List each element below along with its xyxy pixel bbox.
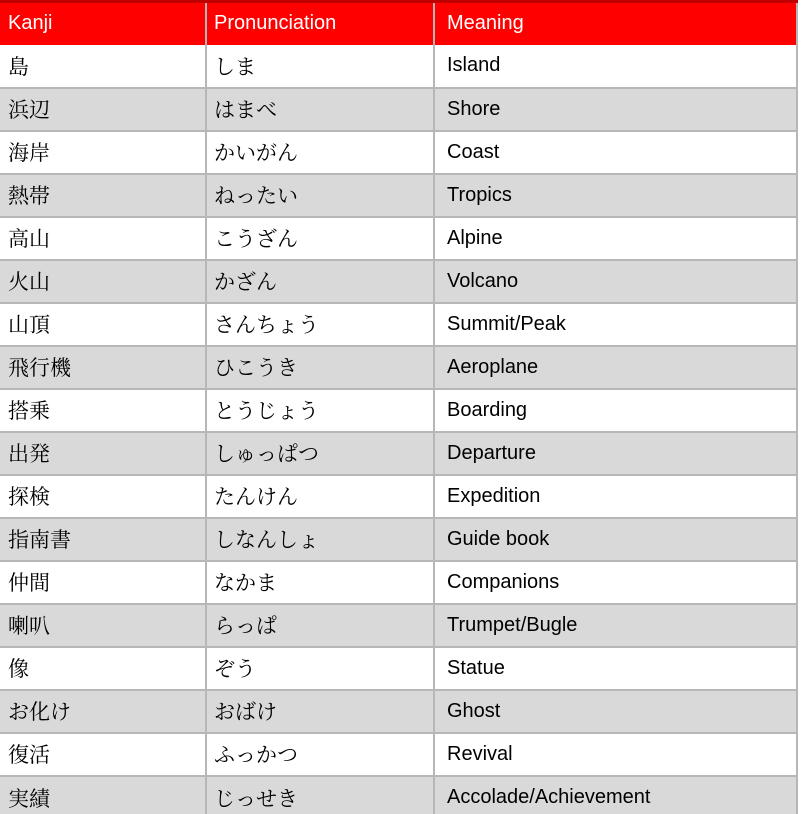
table-row xyxy=(0,217,797,260)
table-body xyxy=(0,45,797,814)
table-row xyxy=(0,561,797,604)
table-row xyxy=(0,776,797,814)
pronunciation-cell[interactable]: しなんしょ xyxy=(206,518,434,561)
meaning-cell[interactable]: Aeroplane xyxy=(434,346,797,389)
meaning-cell[interactable]: Summit/Peak xyxy=(434,303,797,346)
kanji-cell[interactable]: 復活 xyxy=(0,733,206,776)
table-row xyxy=(0,647,797,690)
table-row xyxy=(0,604,797,647)
table-row xyxy=(0,45,797,88)
meaning-cell[interactable]: Guide book xyxy=(434,518,797,561)
pronunciation-cell[interactable]: かざん xyxy=(206,260,434,303)
kanji-cell[interactable]: 熱帯 xyxy=(0,174,206,217)
kanji-cell[interactable]: 喇叭 xyxy=(0,604,206,647)
meaning-cell[interactable]: Expedition xyxy=(434,475,797,518)
pronunciation-cell[interactable]: おばけ xyxy=(206,690,434,733)
meaning-cell[interactable]: Alpine xyxy=(434,217,797,260)
table-row xyxy=(0,303,797,346)
pronunciation-cell[interactable]: しま xyxy=(206,45,434,88)
meaning-cell[interactable]: Trumpet/Bugle xyxy=(434,604,797,647)
meaning-cell[interactable]: Ghost xyxy=(434,690,797,733)
kanji-cell[interactable]: 島 xyxy=(0,45,206,88)
kanji-cell[interactable]: 指南書 xyxy=(0,518,206,561)
meaning-cell[interactable]: Revival xyxy=(434,733,797,776)
kanji-cell[interactable]: 出発 xyxy=(0,432,206,475)
table-row xyxy=(0,346,797,389)
pronunciation-cell[interactable]: ひこうき xyxy=(206,346,434,389)
pronunciation-cell[interactable]: とうじょう xyxy=(206,389,434,432)
meaning-cell[interactable]: Volcano xyxy=(434,260,797,303)
table-row xyxy=(0,389,797,432)
kanji-cell[interactable]: 像 xyxy=(0,647,206,690)
meaning-cell[interactable]: Coast xyxy=(434,131,797,174)
pronunciation-cell[interactable]: こうざん xyxy=(206,217,434,260)
pronunciation-cell[interactable]: らっぱ xyxy=(206,604,434,647)
table-row xyxy=(0,733,797,776)
table-row xyxy=(0,131,797,174)
meaning-cell[interactable]: Statue xyxy=(434,647,797,690)
pronunciation-cell[interactable]: ねったい xyxy=(206,174,434,217)
table-row xyxy=(0,518,797,561)
kanji-cell[interactable]: 海岸 xyxy=(0,131,206,174)
column-header-kanji[interactable]: Kanji xyxy=(0,2,206,45)
meaning-cell[interactable]: Island xyxy=(434,45,797,88)
meaning-cell[interactable]: Shore xyxy=(434,88,797,131)
meaning-cell[interactable]: Companions xyxy=(434,561,797,604)
pronunciation-cell[interactable]: しゅっぱつ xyxy=(206,432,434,475)
kanji-cell[interactable]: 実績 xyxy=(0,776,206,814)
pronunciation-cell[interactable]: はまべ xyxy=(206,88,434,131)
pronunciation-cell[interactable]: たんけん xyxy=(206,475,434,518)
kanji-cell[interactable]: お化け xyxy=(0,690,206,733)
kanji-cell[interactable]: 仲間 xyxy=(0,561,206,604)
pronunciation-cell[interactable]: ぞう xyxy=(206,647,434,690)
kanji-cell[interactable]: 浜辺 xyxy=(0,88,206,131)
kanji-cell[interactable]: 高山 xyxy=(0,217,206,260)
table-row xyxy=(0,690,797,733)
meaning-cell[interactable]: Accolade/Achievement xyxy=(434,776,797,814)
kanji-cell[interactable]: 山頂 xyxy=(0,303,206,346)
column-header-meaning[interactable]: Meaning xyxy=(434,2,797,45)
kanji-cell[interactable]: 飛行機 xyxy=(0,346,206,389)
table-row xyxy=(0,88,797,131)
table-row xyxy=(0,260,797,303)
table-row xyxy=(0,174,797,217)
kanji-cell[interactable]: 探検 xyxy=(0,475,206,518)
pronunciation-cell[interactable]: じっせき xyxy=(206,776,434,814)
table-header xyxy=(0,2,797,45)
pronunciation-cell[interactable]: かいがん xyxy=(206,131,434,174)
meaning-cell[interactable]: Boarding xyxy=(434,389,797,432)
meaning-cell[interactable]: Departure xyxy=(434,432,797,475)
kanji-cell[interactable]: 火山 xyxy=(0,260,206,303)
header-row xyxy=(0,2,797,45)
pronunciation-cell[interactable]: さんちょう xyxy=(206,303,434,346)
kanji-cell[interactable]: 搭乗 xyxy=(0,389,206,432)
column-header-pronunciation[interactable]: Pronunciation xyxy=(206,2,434,45)
table-row xyxy=(0,475,797,518)
pronunciation-cell[interactable]: なかま xyxy=(206,561,434,604)
table-row xyxy=(0,432,797,475)
pronunciation-cell[interactable]: ふっかつ xyxy=(206,733,434,776)
meaning-cell[interactable]: Tropics xyxy=(434,174,797,217)
